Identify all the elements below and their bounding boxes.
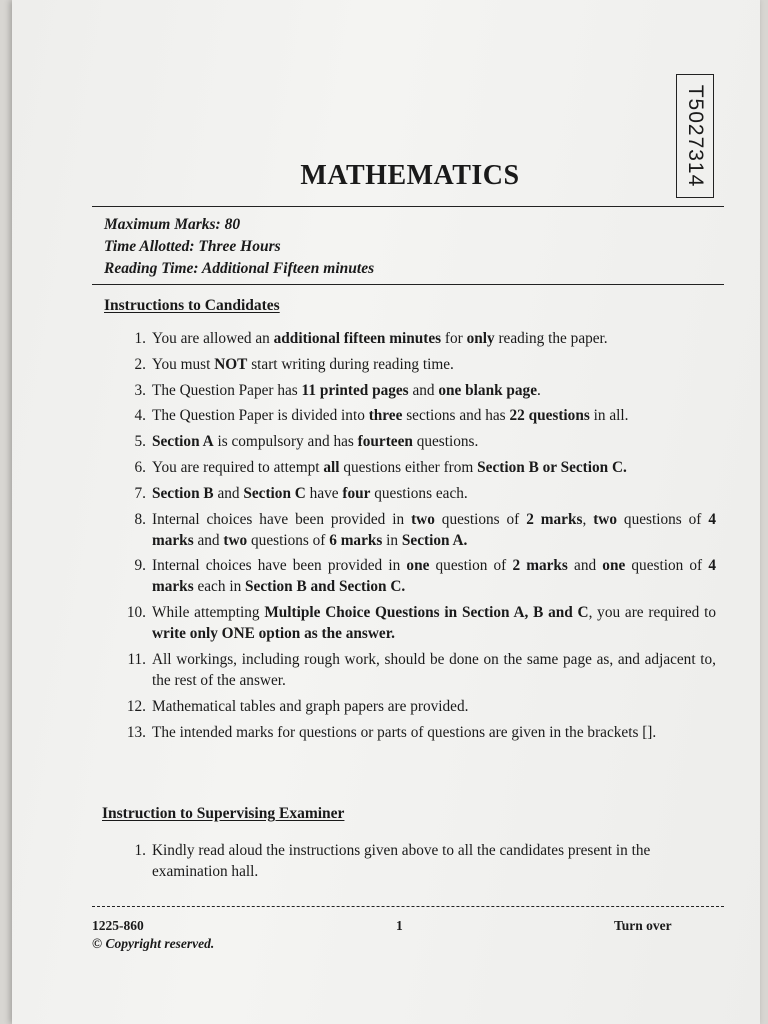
instruction-number: 10. xyxy=(126,604,146,622)
instruction-item xyxy=(112,431,716,452)
instruction-text: The Question Paper is divided into xyxy=(152,407,369,425)
supervising-instructions-list xyxy=(112,840,716,882)
instruction-text: and xyxy=(567,557,603,575)
instruction-emphasis: Section B xyxy=(152,484,214,502)
instruction-emphasis: Multiple Choice Questions in Section A, B and C xyxy=(264,604,589,622)
page-title: MATHEMATICS xyxy=(300,160,520,191)
instruction-text: Internal choices have been provided in xyxy=(152,557,407,575)
instruction-text: questions of xyxy=(434,510,527,528)
divider-top xyxy=(92,206,724,207)
instruction-emphasis: Section A. xyxy=(401,531,468,549)
copyright-notice: © Copyright reserved. xyxy=(92,936,215,951)
serial-number: T5027314 xyxy=(684,84,707,188)
instruction-text: You must xyxy=(152,355,215,373)
instruction-number: 9. xyxy=(134,557,146,575)
instruction-text: and xyxy=(408,381,439,399)
instruction-item xyxy=(112,649,716,691)
instruction-text: The intended marks for questions or parts of questions are given in the brackets []. xyxy=(152,723,657,741)
instruction-emphasis: 2 marks xyxy=(512,557,568,575)
instruction-number: 11. xyxy=(127,650,146,668)
supervising-item xyxy=(112,840,716,882)
instruction-text: start writing during reading time. xyxy=(247,355,454,373)
turn-over: Turn over xyxy=(614,918,672,933)
instruction-emphasis: 6 marks xyxy=(329,531,383,549)
instruction-number: 8. xyxy=(134,510,146,528)
page-number: 1 xyxy=(396,918,403,933)
instruction-emphasis: 22 questions xyxy=(509,407,590,425)
instruction-text: While attempting xyxy=(152,604,265,622)
instruction-emphasis: four xyxy=(342,484,371,502)
instruction-text: . xyxy=(537,381,541,399)
instruction-emphasis: two xyxy=(411,510,435,528)
instruction-emphasis: 11 printed pages xyxy=(301,381,409,399)
instruction-number: 12. xyxy=(126,697,146,715)
supervising-heading: Instruction to Supervising Examiner xyxy=(102,805,345,822)
instruction-emphasis: one xyxy=(406,557,430,575)
instruction-emphasis: fourteen xyxy=(357,433,413,451)
instruction-number: 4. xyxy=(134,407,146,425)
instruction-item xyxy=(112,457,716,478)
instruction-item xyxy=(112,602,716,644)
instruction-text: All workings, including rough work, should be done on the same page as, and adjacent to, the rest of the answer. xyxy=(152,650,716,689)
instruction-emphasis: all xyxy=(323,458,340,476)
instruction-text: Mathematical tables and graph papers are provided. xyxy=(152,697,469,715)
instruction-text: have xyxy=(305,484,343,502)
divider-footer xyxy=(92,906,724,907)
instruction-text: in all. xyxy=(589,407,629,425)
instruction-text: each in xyxy=(193,578,246,596)
instruction-text: questions of xyxy=(247,531,330,549)
instruction-number: 5. xyxy=(134,433,146,451)
instruction-text: , xyxy=(582,510,594,528)
max-marks: Maximum Marks: 80 xyxy=(104,216,241,233)
instruction-item xyxy=(112,328,716,349)
instruction-emphasis: 4 marks xyxy=(152,510,716,549)
instruction-text: reading the paper. xyxy=(494,330,608,347)
instruction-emphasis: 2 marks xyxy=(526,510,583,528)
instruction-emphasis: Section A xyxy=(152,433,214,451)
instruction-number: 6. xyxy=(134,458,146,476)
supervising-number: 1. xyxy=(134,842,146,859)
exam-paper xyxy=(12,0,760,1024)
instruction-emphasis: two xyxy=(593,510,617,528)
instruction-text: question of xyxy=(429,557,513,575)
instruction-text: The Question Paper has xyxy=(152,381,302,399)
instruction-text: questions. xyxy=(412,433,479,451)
candidate-instructions-list xyxy=(112,328,716,747)
instruction-text: , you are required to xyxy=(588,604,716,622)
instruction-text: questions of xyxy=(617,510,709,528)
instruction-text: and xyxy=(193,531,224,549)
instruction-emphasis: one blank page xyxy=(438,381,537,399)
instruction-item xyxy=(112,483,716,504)
instruction-emphasis: NOT xyxy=(214,355,248,373)
candidates-heading: Instructions to Candidates xyxy=(104,297,280,314)
exam-meta xyxy=(104,214,374,280)
instruction-emphasis: 4 marks xyxy=(152,557,716,596)
reading-time: Reading Time: Additional Fifteen minutes xyxy=(104,260,375,277)
paper-code: 1225-860 xyxy=(92,918,144,933)
instruction-emphasis: Section B and Section C. xyxy=(245,578,406,596)
instruction-text: You are allowed an xyxy=(152,330,274,347)
instruction-number: 2. xyxy=(134,355,146,373)
instruction-item xyxy=(112,722,716,743)
instruction-item xyxy=(112,405,716,426)
instruction-emphasis: additional fifteen minutes xyxy=(273,330,442,347)
instruction-item xyxy=(112,354,716,375)
instruction-number: 3. xyxy=(134,381,146,399)
instruction-emphasis: Section B or Section C. xyxy=(477,458,627,476)
instruction-emphasis: three xyxy=(368,407,403,425)
instruction-text: in xyxy=(382,531,402,549)
instruction-text: is compulsory and has xyxy=(213,433,358,451)
instruction-emphasis: Section C xyxy=(243,484,306,502)
instruction-text: questions either from xyxy=(339,458,478,476)
instruction-emphasis: only xyxy=(466,330,495,347)
instruction-text: for xyxy=(441,330,467,347)
instruction-text: question of xyxy=(625,557,709,575)
instruction-text: You are required to attempt xyxy=(152,458,324,476)
instruction-item xyxy=(112,380,716,401)
instruction-item xyxy=(112,555,716,597)
instruction-emphasis: one xyxy=(602,557,626,575)
instruction-item xyxy=(112,509,716,551)
instruction-text: and xyxy=(213,484,244,502)
instruction-text: questions each. xyxy=(370,484,468,502)
time-allotted: Time Allotted: Three Hours xyxy=(104,238,281,255)
supervising-text: Kindly read aloud the instructions given above to all the candidates present in the examination hall. xyxy=(152,842,651,880)
instruction-number: 1. xyxy=(134,330,146,347)
instruction-emphasis: two xyxy=(223,531,248,549)
divider-meta xyxy=(92,284,724,285)
instruction-emphasis: write only ONE option as the answer. xyxy=(152,625,395,643)
instruction-item xyxy=(112,696,716,717)
instruction-number: 7. xyxy=(134,484,146,502)
instruction-text: sections and has xyxy=(402,407,510,425)
instruction-text: Internal choices have been provided in xyxy=(152,510,412,528)
instruction-number: 13. xyxy=(126,723,146,741)
